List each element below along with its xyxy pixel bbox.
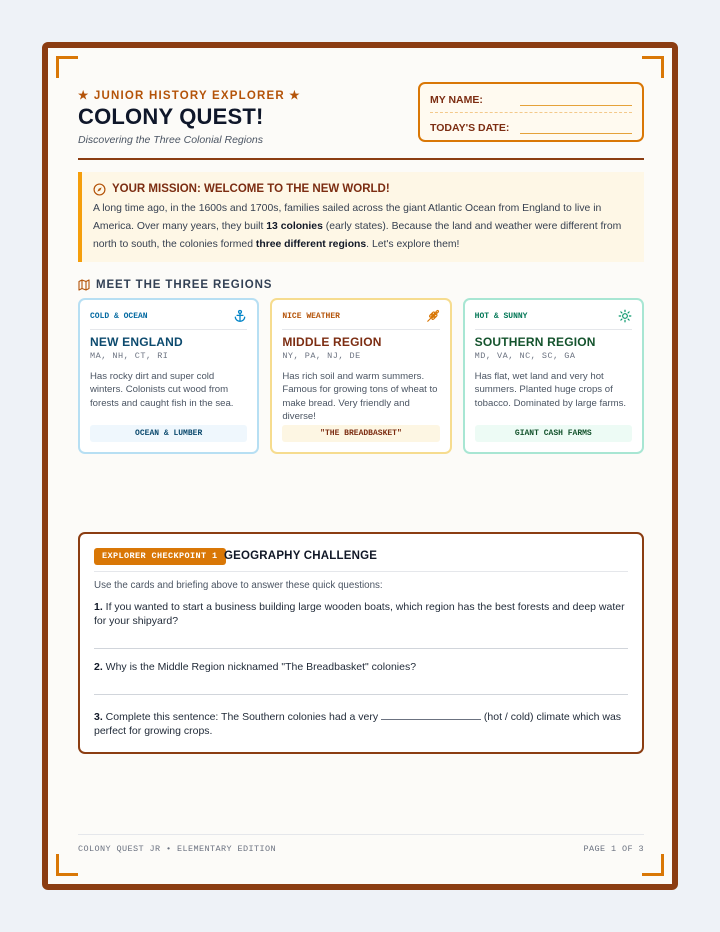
region-states: NY, PA, NJ, DE (282, 351, 361, 361)
worksheet-page (42, 42, 678, 890)
mission-highlight: three different regions (255, 239, 367, 250)
checkpoint-instructions: Use the cards and briefing above to answer these quick questions: (94, 580, 383, 591)
question-number: 3. (94, 711, 103, 723)
compass-icon (93, 183, 106, 196)
mission-title-row (93, 181, 632, 197)
worksheet-header (78, 82, 644, 160)
region-states: MD, VA, NC, SC, GA (474, 351, 576, 361)
region-card-new-england (78, 298, 259, 454)
header-kicker: ★ JUNIOR HISTORY EXPLORER ★ (78, 90, 301, 102)
corner-bracket (642, 56, 664, 78)
mission-text-part: . Let's explore them! (366, 239, 460, 250)
region-name: MIDDLE REGION (282, 335, 382, 349)
map-icon (78, 279, 90, 291)
name-row (430, 85, 632, 113)
question-text: Why is the Middle Region nicknamed "The Breadbasket" colonies? (102, 661, 417, 673)
mission-text-part: (early states). Because the land and weather were different from north to south, the colonies formed (93, 221, 622, 250)
question-text: If you wanted to start a business building large wooden boats, which region has the best forests and deep water for your shipyard? (94, 601, 625, 627)
date-field[interactable] (520, 133, 632, 134)
region-card-southern (463, 298, 644, 454)
page-footer (78, 834, 644, 856)
date-label: TODAY'S DATE: (430, 122, 510, 134)
footer-edition: COLONY QUEST JR • ELEMENTARY EDITION (78, 844, 277, 854)
regions-section-title: MEET THE THREE REGIONS (96, 279, 273, 291)
regions-section-heading (78, 278, 272, 292)
region-name: NEW ENGLAND (90, 335, 183, 349)
answer-line-2[interactable] (94, 694, 628, 695)
question-3 (94, 710, 628, 738)
name-label: MY NAME: (430, 94, 483, 106)
region-name: SOUTHERN REGION (474, 335, 596, 349)
fill-in-blank[interactable] (381, 710, 481, 720)
mission-highlight: 13 colonies (266, 221, 323, 232)
region-description: Has rocky dirt and super cold winters. Colonists cut wood from forests and caught fish in the sea. (90, 371, 234, 409)
region-pill: "THE BREADBASKET" (282, 425, 439, 442)
mission-text-part: A long time ago, in the 1600s and 1700s, families sailed across the giant Atlantic Ocean from England to live in America. Over many years, they built (93, 203, 602, 232)
question-text: Complete this sentence: The Southern colonies had a very (102, 711, 381, 723)
date-row (430, 113, 632, 141)
page-subtitle: Discovering the Three Colonial Regions (78, 134, 264, 146)
student-info-box (418, 82, 644, 142)
question-2 (94, 660, 628, 674)
page-title: COLONY QUEST! (78, 104, 264, 129)
question-1 (94, 600, 628, 628)
checkpoint-title: GEOGRAPHY CHALLENGE (224, 550, 378, 562)
mission-title: YOUR MISSION: WELCOME TO THE NEW WORLD! (112, 183, 390, 195)
region-states: MA, NH, CT, RI (90, 351, 169, 361)
sun-icon (618, 309, 632, 323)
answer-line-1[interactable] (94, 648, 628, 649)
region-description: Has rich soil and warm summers. Famous for growing tons of wheat to make bread. Very friendly and diverse! (282, 371, 438, 423)
region-card-middle (270, 298, 451, 454)
page-number: PAGE 1 OF 3 (583, 844, 644, 854)
checkpoint-box (78, 532, 644, 754)
region-description: Has flat, wet land and very hot summers. Planted huge crops of tobacco. Dominated by large farms. (474, 371, 627, 409)
region-pill: GIANT CASH FARMS (475, 425, 632, 442)
region-cards (78, 298, 644, 454)
region-tag: NICE WEATHER (282, 310, 439, 330)
region-tag: HOT & SUNNY (475, 310, 632, 330)
mission-briefing (78, 172, 644, 262)
checkpoint-header (94, 546, 628, 572)
question-number: 2. (94, 661, 103, 673)
region-tag: COLD & OCEAN (90, 310, 247, 330)
wheat-icon (426, 309, 440, 323)
question-text: (hot / cold) climate which was perfect for growing crops. (94, 711, 622, 737)
name-field[interactable] (520, 105, 632, 106)
checkpoint-badge: EXPLORER CHECKPOINT 1 (94, 548, 226, 565)
question-number: 1. (94, 601, 103, 613)
corner-bracket (56, 854, 78, 876)
region-pill: OCEAN & LUMBER (90, 425, 247, 442)
mission-text (93, 200, 632, 254)
anchor-icon (233, 309, 247, 323)
corner-bracket (642, 854, 664, 876)
corner-bracket (56, 56, 78, 78)
